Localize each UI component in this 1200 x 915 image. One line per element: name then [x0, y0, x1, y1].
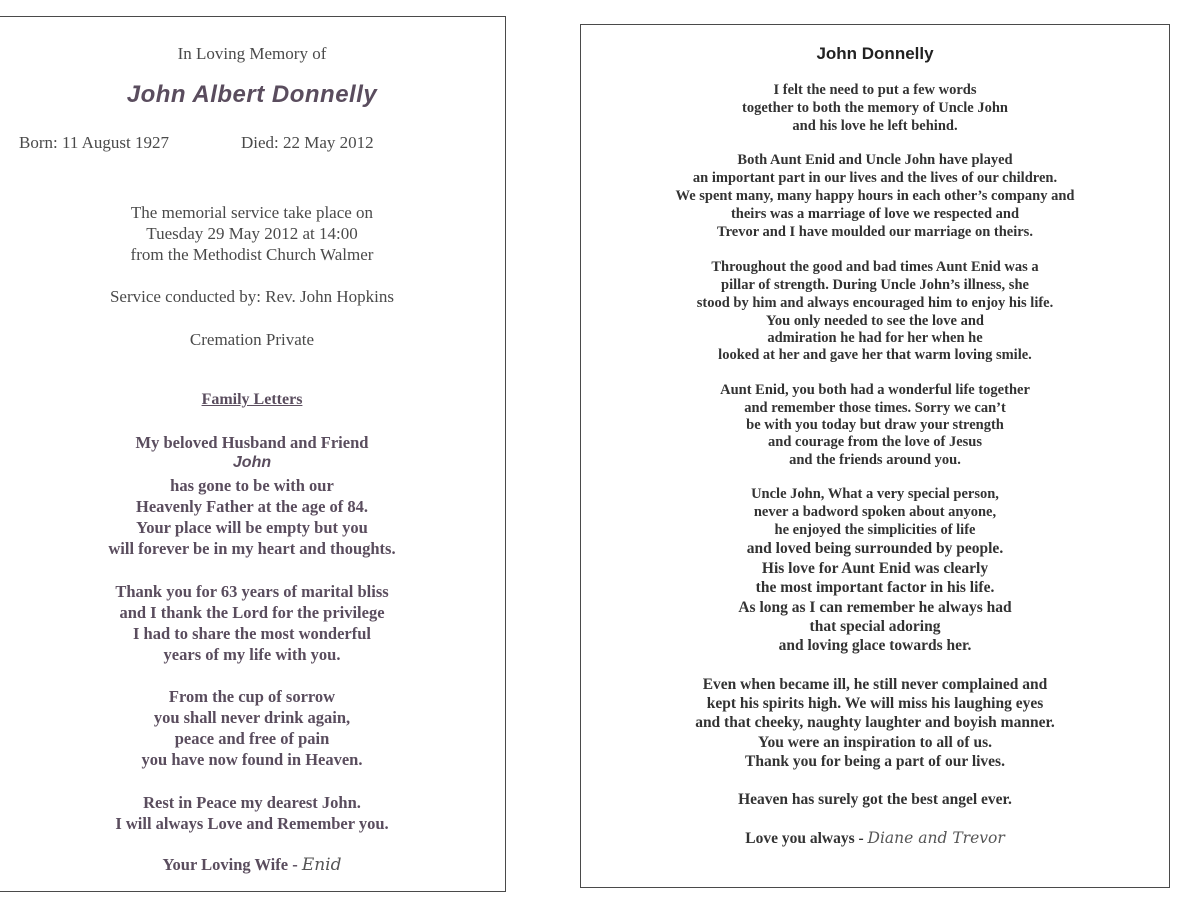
letter-line: I had to share the most wonderful — [132, 624, 372, 643]
letter-name: John — [232, 454, 272, 471]
tribute-line: Uncle John, What a very special person, — [751, 486, 999, 502]
letter-line: you shall never drink again, — [153, 708, 351, 727]
tribute-title: John Donnelly — [816, 44, 934, 63]
service-conducted-by: Service conducted by: Rev. John Hopkins — [109, 287, 395, 306]
memory-heading: In Loving Memory of — [177, 44, 327, 63]
tribute-line: Throughout the good and bad times Aunt Enid was a — [711, 259, 1039, 275]
letter-line: Thank you for 63 years of marital bliss — [115, 582, 389, 601]
service-line: The memorial service take place on — [130, 203, 374, 222]
tribute-line: never a badword spoken about anyone, — [753, 504, 997, 520]
letter-line: Your place will be empty but you — [136, 518, 368, 537]
tribute-line: that special adoring — [809, 618, 941, 635]
tribute-line: the most important factor in his life. — [755, 579, 995, 596]
letter-line: you have now found in Heaven. — [141, 750, 363, 769]
service-line: from the Methodist Church Walmer — [130, 245, 374, 264]
tribute-line: looked at her and gave her that warm loving smile. — [718, 347, 1032, 363]
letter-line: has gone to be with our — [170, 476, 334, 495]
tribute-line: and courage from the love of Jesus — [768, 434, 982, 450]
family-letters-heading: Family Letters — [201, 391, 303, 408]
tribute-signature: Diane and Trevor — [867, 829, 1005, 847]
tribute-line: kept his spirits high. We will miss his laughing eyes — [706, 695, 1044, 712]
tribute-line: You only needed to see the love and — [766, 313, 984, 329]
memorial-card-left-page — [0, 16, 506, 892]
tribute-line: and the friends around you. — [789, 452, 961, 468]
letter-line: will forever be in my heart and thoughts. — [108, 539, 396, 558]
tribute-line: and remember those times. Sorry we can’t — [744, 400, 1006, 416]
tribute-line: Even when became ill, he still never complained and — [702, 676, 1048, 693]
tribute-line: and that cheeky, naughty laughter and boyish manner. — [695, 714, 1055, 731]
wife-signoff-prefix: Your Loving Wife - — [162, 855, 302, 874]
letter-line: years of my life with you. — [163, 645, 341, 664]
letter-line: and I thank the Lord for the privilege — [119, 603, 385, 622]
letter-line: peace and free of pain — [174, 729, 330, 748]
born-date: Born: 11 August 1927 — [19, 133, 170, 152]
tribute-line: pillar of strength. During Uncle John’s illness, she — [721, 277, 1029, 293]
tribute-line: an important part in our lives and the lives of our children. — [692, 170, 1058, 186]
wife-signature: Enid — [301, 855, 342, 875]
tribute-line: together to both the memory of Uncle John — [742, 100, 1008, 116]
tribute-line: Aunt Enid, you both had a wonderful life together — [720, 382, 1030, 398]
memorial-card-right-page — [580, 24, 1170, 888]
tribute-line: Thank you for being a part of our lives. — [745, 753, 1005, 770]
tribute-line: We spent many, many happy hours in each other’s company and — [675, 188, 1075, 204]
letter-line: Heavenly Father at the age of 84. — [135, 497, 369, 516]
tribute-line: stood by him and always encouraged him to enjoy his life. — [696, 295, 1054, 311]
tribute-line: Trevor and I have moulded our marriage on theirs. — [717, 224, 1033, 240]
tribute-signoff — [581, 829, 1169, 848]
tribute-line: admiration he had for her when he — [767, 330, 983, 346]
tribute-line: and loved being surrounded by people. — [746, 540, 1004, 557]
tribute-signoff-prefix: Love you always - — [745, 830, 868, 847]
tribute-line: Both Aunt Enid and Uncle John have played — [737, 152, 1013, 168]
letter-line: My beloved Husband and Friend — [135, 433, 369, 452]
tribute-line: I felt the need to put a few words — [773, 82, 977, 98]
tribute-line: and his love he left behind. — [792, 118, 958, 134]
tribute-line: You were an inspiration to all of us. — [758, 734, 992, 751]
service-line: Tuesday 29 May 2012 at 14:00 — [146, 224, 358, 243]
tribute-closing-line: Heaven has surely got the best angel ever. — [738, 791, 1012, 808]
letter-line: Rest in Peace my dearest John. — [143, 793, 361, 812]
tribute-line: His love for Aunt Enid was clearly — [761, 560, 989, 577]
letter-line: From the cup of sorrow — [168, 687, 336, 706]
tribute-line: As long as I can remember he always had — [738, 599, 1012, 616]
wife-signoff — [0, 855, 505, 875]
died-date: Died: 22 May 2012 — [241, 133, 374, 152]
tribute-line: theirs was a marriage of love we respected and — [730, 206, 1020, 222]
full-name-title: John Albert Donnelly — [126, 81, 378, 108]
tribute-line: be with you today but draw your strength — [746, 417, 1004, 433]
tribute-line: he enjoyed the simplicities of life — [774, 522, 976, 538]
tribute-line: and loving glace towards her. — [778, 637, 972, 654]
letter-line: I will always Love and Remember you. — [115, 814, 389, 833]
cremation-note: Cremation Private — [189, 330, 315, 349]
